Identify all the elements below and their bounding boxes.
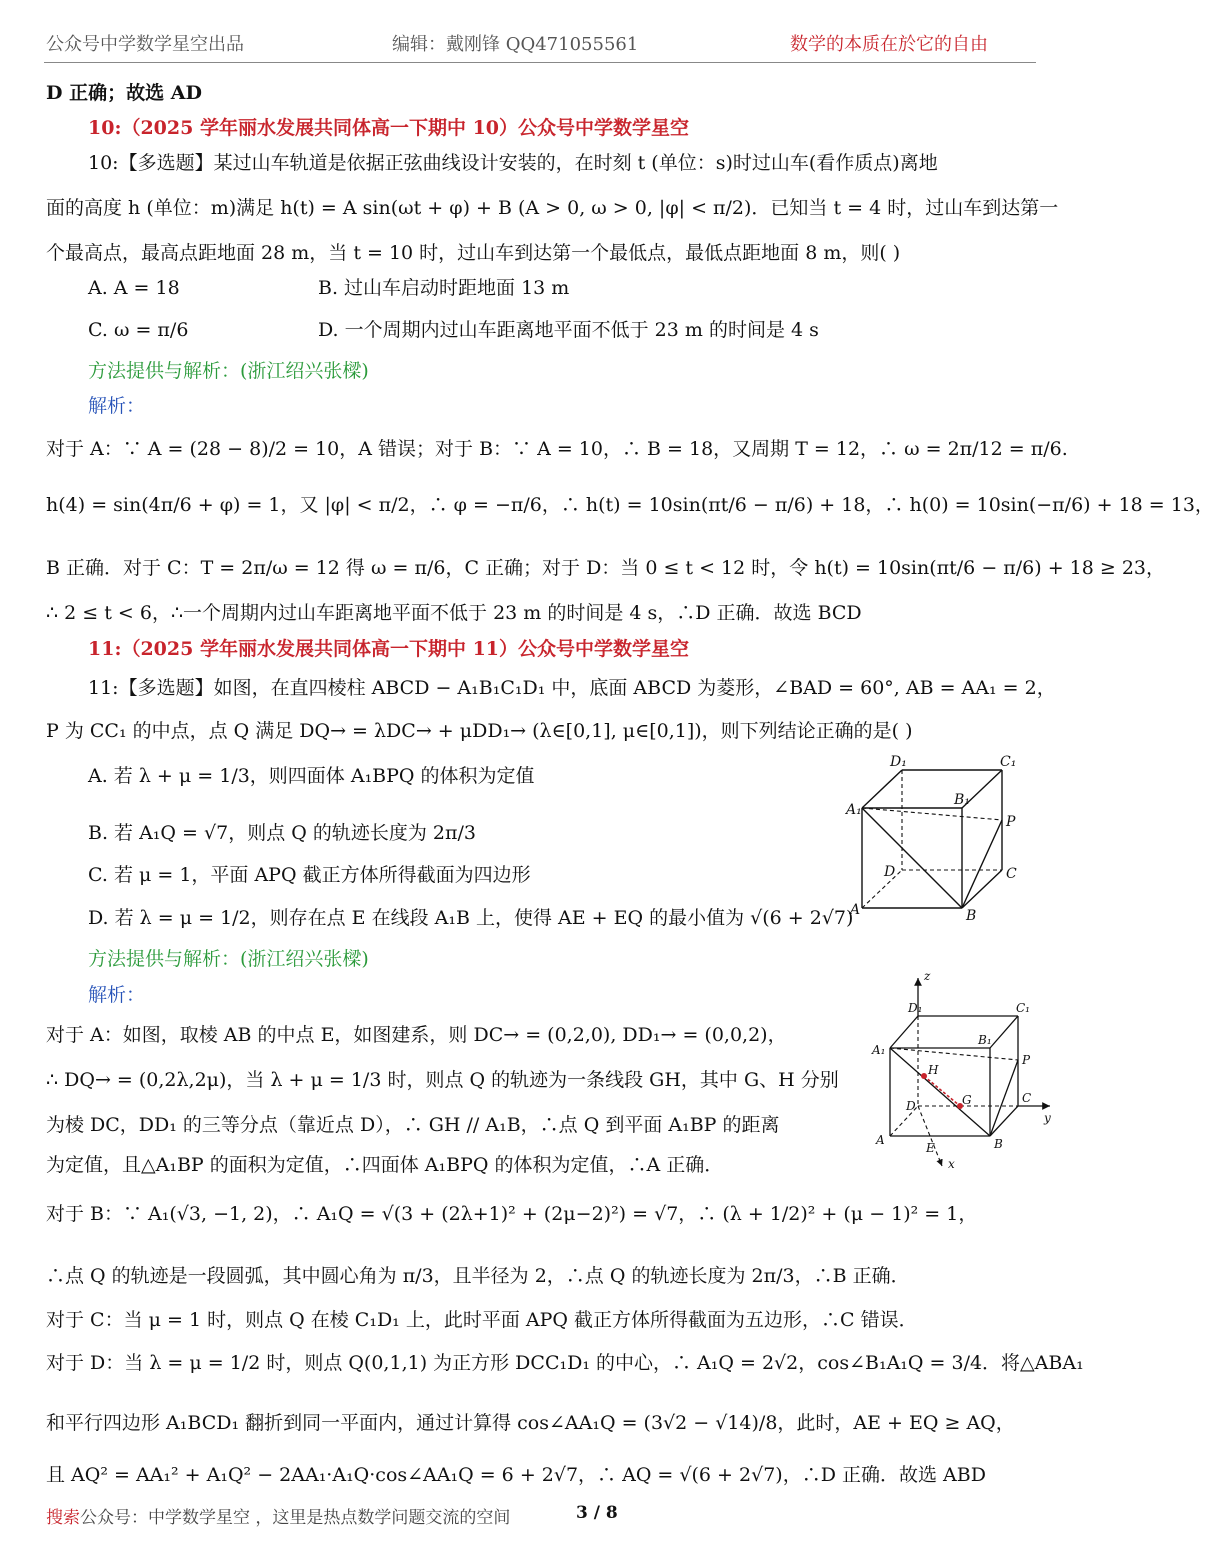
label-d1: D₁ [908,1001,923,1015]
q11-option-a: A. 若 λ + μ = 1/3，则四面体 A₁BPQ 的体积为定值 [88,765,535,787]
label-p: P [1022,1053,1031,1067]
footer-text [46,1503,510,1528]
q11-solution-line5: 对于 B：∵ A₁(√3, −1, 2)，∴ A₁Q = √(3 + (2λ+1)² + (2μ−2)²) = √7，∴ (λ + 1/2)² + (μ − 1)² = 1， [46,1203,978,1225]
edge-b-c [962,870,1002,908]
label-y: y [1044,1111,1051,1125]
q11-title: 11:（2025 学年丽水发展共同体高一下期中 11）公众号中学数学星空 [88,638,690,660]
header-left: 公众号中学数学星空出品 [46,34,244,55]
label-b1: B₁ [954,792,970,808]
q11-stem-line2: P 为 CC₁ 的中点，点 Q 满足 DQ→ = λDC→ + μDD₁→ (λ∈[0,1], μ∈[0,1])，则下列结论正确的是( ) [46,720,913,742]
prev-answer-line: D 正确；故选 AD [46,82,202,104]
edge-a-d [862,870,902,908]
label-a: A [876,1133,885,1147]
prism-figure [842,752,1024,928]
label-d1: D₁ [890,754,907,770]
label-d: D [884,864,896,880]
label-a1: A₁ [846,802,862,818]
q11-solution-line2: ∴ DQ→ = (0,2λ,2μ)，当 λ + μ = 1/3 时，则点 Q 的轨迹为一条线段 GH，其中 G、H 分别 [46,1069,839,1091]
q11-option-d: D. 若 λ = μ = 1/2，则存在点 E 在线段 A₁B 上，使得 AE + EQ 的最小值为 √(6 + 2√7) [88,907,854,929]
q10-option-a: A. A = 18 [88,277,180,299]
label-c1: C₁ [1000,754,1017,770]
q10-option-d: D. 一个周期内过山车距离地平面不低于 23 m 的时间是 4 s [318,319,819,341]
q11-stem-line1: 11:【多选题】如图，在直四棱柱 ABCD − A₁B₁C₁D₁ 中，底面 ABCD 为菱形，∠BAD = 60°, AB = AA₁ = 2， [88,677,1056,699]
header-center: 编辑：戴刚锋 QQ471055561 [392,34,639,55]
segment-b-p [990,1060,1018,1136]
label-c: C [1022,1091,1032,1105]
q10-title: 10:（2025 学年丽水发展共同体高一下期中 10）公众号中学数学星空 [88,117,690,139]
q11-solution-line7: 对于 C：当 μ = 1 时，则点 Q 在棱 C₁D₁ 上，此时平面 APQ 截正方体所得截面为五边形，∴C 错误． [46,1309,918,1331]
q10-solution-line1: 对于 A：∵ A = (28 − 8)/2 = 10，A 错误；对于 B：∵ A = 10，∴ B = 18，又周期 T = 12，∴ ω = 2π/12 = π/6. [46,438,1068,460]
label-z: z [924,969,931,983]
q10-stem-line3: 个最高点，最高点距地面 28 m，当 t = 10 时，过山车到达第一个最低点，最低点距地面 8 m，则( ) [46,242,901,264]
q11-solution-line3: 为棱 DC，DD₁ 的三等分点（靠近点 D），∴ GH // A₁B，∴点 Q 到平面 A₁BP 的距离 [46,1114,780,1136]
q10-solution-line2: h(4) = sin(4π/6 + φ) = 1，又 |φ| < π/2，∴ φ = −π/6，∴ h(t) = 10sin(πt/6 − π/6) + 18，∴ h(0) = 10sin(−π/6) + 18 = 13， [46,494,1214,516]
footer-search: 搜索 [46,1508,80,1528]
label-c: C [1006,866,1017,882]
label-p: P [1006,814,1016,830]
q11-analysis-label: 解析： [88,984,146,1006]
footer-account: 公众号：中学数学星空 ，这里是热点数学问题交流的空间 [80,1508,511,1528]
label-a: A [850,902,861,918]
header-right: 数学的本质在於它的自由 [790,34,988,55]
segment-b-p [962,820,1002,908]
q11-solution-line6: ∴点 Q 的轨迹是一段圆弧，其中圆心角为 π/3，且半径为 2，∴点 Q 的轨迹长度为 2π/3，∴B 正确． [46,1265,910,1287]
q11-option-c: C. 若 μ = 1，平面 APQ 截正方体所得截面为四边形 [88,864,531,886]
point-h [921,1073,927,1079]
label-c1: C₁ [1016,1001,1030,1015]
label-b1: B₁ [978,1033,992,1047]
label-b: B [994,1137,1003,1151]
label-x: x [948,1157,955,1171]
q10-analysis-label: 解析： [88,395,146,417]
label-e: E [926,1141,935,1155]
segment-a1-b [890,1048,990,1136]
q10-solution-line4: ∴ 2 ≤ t < 6，∴一个周期内过山车距离地平面不低于 23 m 的时间是 4 s，∴D 正确．故选 BCD [46,602,862,624]
segment-a1-p [890,1048,1018,1060]
edge-a1-d1 [862,770,902,808]
label-a1: A₁ [872,1043,886,1057]
edge-b1-c1 [990,1016,1018,1048]
q11-solution-line8: 对于 D：当 λ = μ = 1/2 时，则点 Q(0,1,1) 为正方形 DCC₁D₁ 的中心，∴ A₁Q = 2√2，cos∠B₁A₁Q = 3/4．将△ABA₁ [46,1352,1084,1374]
q10-stem-line1: 10:【多选题】某过山车轨道是依据正弦曲线设计安装的，在时刻 t (单位：s)时过山车(看作质点)离地 [88,152,938,174]
q10-method-credit: 方法提供与解析：(浙江绍兴张樑) [88,360,369,382]
label-b: B [966,908,977,924]
label-h: H [928,1063,939,1077]
q10-option-c: C. ω = π/6 [88,319,189,341]
q10-stem-line2: 面的高度 h (单位：m)满足 h(t) = A sin(ωt + φ) + B (A > 0, ω > 0, |φ| < π/2)．已知当 t = 4 时，过山车到达第一 [46,197,1059,219]
q11-method-credit: 方法提供与解析：(浙江绍兴张樑) [88,948,369,970]
q11-solution-line9: 和平行四边形 A₁BCD₁ 翻折到同一平面内，通过计算得 cos∠AA₁Q = (3√2 − √14)/8，此时，AE + EQ ≥ AQ， [46,1412,1015,1434]
q10-option-b: B. 过山车启动时距地面 13 m [318,277,570,299]
segment-a1-p [862,808,1002,820]
label-d: D [906,1099,916,1113]
edge-b-c [990,1106,1018,1136]
page-number: 3 / 8 [576,1503,618,1523]
q11-solution-line1: 对于 A：如图，取棱 AB 的中点 E，如图建系，则 DC→ = (0,2,0), DD₁→ = (0,0,2)， [46,1024,787,1046]
coordinate-prism-figure [868,968,1060,1176]
segment-g-h [924,1076,960,1106]
header-rule [44,62,1036,63]
q10-solution-line3: B 正确．对于 C：T = 2π/ω = 12 得 ω = π/6，C 正确；对于 D：当 0 ≤ t < 12 时，令 h(t) = 10sin(πt/6 − π/6) + 18 ≥ 23， [46,557,1166,579]
edge-a1-d1 [890,1016,918,1048]
q11-solution-line4: 为定值，且△A₁BP 的面积为定值，∴四面体 A₁BPQ 的体积为定值，∴A 正确． [46,1154,724,1176]
q11-option-b: B. 若 A₁Q = √7，则点 Q 的轨迹长度为 2π/3 [88,822,476,844]
label-g: G [962,1093,972,1107]
q11-solution-line10: 且 AQ² = AA₁² + A₁Q² − 2AA₁·A₁Q·cos∠AA₁Q = 6 + 2√7，∴ AQ = √(6 + 2√7)，∴D 正确．故选 ABD [46,1464,986,1486]
